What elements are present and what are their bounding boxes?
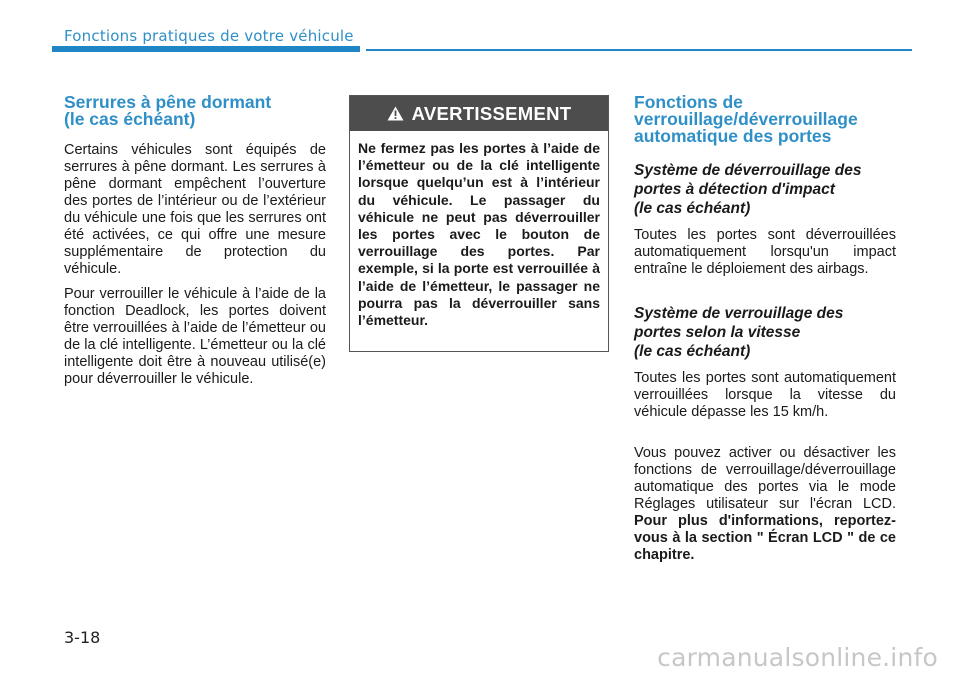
deadlock-heading (64, 94, 326, 128)
impact-subheading-line1: Système de déverrouillage des (634, 162, 862, 179)
page-number: 3-18 (64, 628, 101, 647)
auto-lock-heading-line2: verrouillage/déverrouillage (634, 109, 858, 129)
header-accent-bar (52, 46, 360, 52)
impact-unlock-text: Toutes les portes sont déverrouillées automatiquement lorsqu'un impact entraîne le déploiement des airbags. (634, 227, 896, 277)
warning-title: AVERTISSEMENT (411, 102, 572, 124)
speed-lock-subheading (634, 304, 896, 361)
auto-lock-heading-line3: automatique des portes (634, 126, 832, 146)
speed-subheading-line3: (le cas échéant) (634, 343, 751, 360)
auto-lock-heading (634, 94, 896, 145)
impact-subheading-line3: (le cas échéant) (634, 200, 751, 217)
deadlock-heading-line1: Serrures à pêne dormant (64, 92, 272, 112)
section-header-title: Fonctions pratiques de votre véhicule (64, 27, 354, 45)
deadlock-paragraph-2: Pour verrouiller le véhicule à l’aide de la fonction Deadlock, les portes doivent être verrouillées à l’aide de l’émetteur ou de la clé intelligente. L’émetteur ou la clé intelligente doit être à nouveau utilisé(e) pour déverrouiller le véhicule. (64, 286, 326, 387)
speed-subheading-line2: portes selon la vitesse (634, 324, 801, 341)
header-rule (366, 49, 912, 51)
impact-unlock-subheading (634, 161, 896, 218)
warning-column (349, 95, 611, 352)
speed-subheading-line1: Système de verrouillage des (634, 305, 844, 322)
deadlock-heading-line2: (le cas échéant) (64, 109, 196, 129)
warning-text: Ne fermez pas les portes à l’aide de l’émetteur ou de la clé intelligente lorsque quelqu’un est à l’intérieur du véhicule. Le passager du véhicule ne peut pas déverrouiller les portes avec le bouton de verrouillage des portes. Par exemple, si la porte est verrouillée à l’aide de l’émetteur, le passager ne pourra pas la déverrouiller sans l’émetteur. (358, 140, 600, 329)
settings-reference: Pour plus d'informations, reportez-vous à la section " Écran LCD " de ce chapitre. (634, 513, 896, 563)
auto-lock-heading-line1: Fonctions de (634, 92, 743, 112)
watermark: carmanualsonline.info (657, 643, 938, 672)
right-column (634, 94, 896, 564)
impact-subheading-line2: portes à détection d'impact (634, 181, 835, 198)
deadlock-paragraph-1: Certains véhicules sont équipés de serrures à pêne dormant. Les serrures à pêne dormant empêchent l’ouverture des portes de l’intérieur ou de l’extérieur du véhicule une fois que les serrures ont été activées, ce qui offre une mesure supplémentaire de protection du véhicule. (64, 142, 326, 277)
settings-paragraph (634, 445, 896, 564)
warning-box (349, 95, 609, 352)
left-column (64, 94, 326, 388)
speed-lock-text: Toutes les portes sont automatiquement verrouillées lorsque la vitesse du véhicule dépasse les 15 km/h. (634, 370, 896, 420)
settings-text: Vous pouvez activer ou désactiver les fonctions de verrouillage/déverrouillage automatique des portes via le mode Réglages utilisateur sur l'écran LCD. (634, 445, 896, 512)
warning-triangle-icon (387, 106, 404, 121)
warning-header (350, 96, 608, 131)
